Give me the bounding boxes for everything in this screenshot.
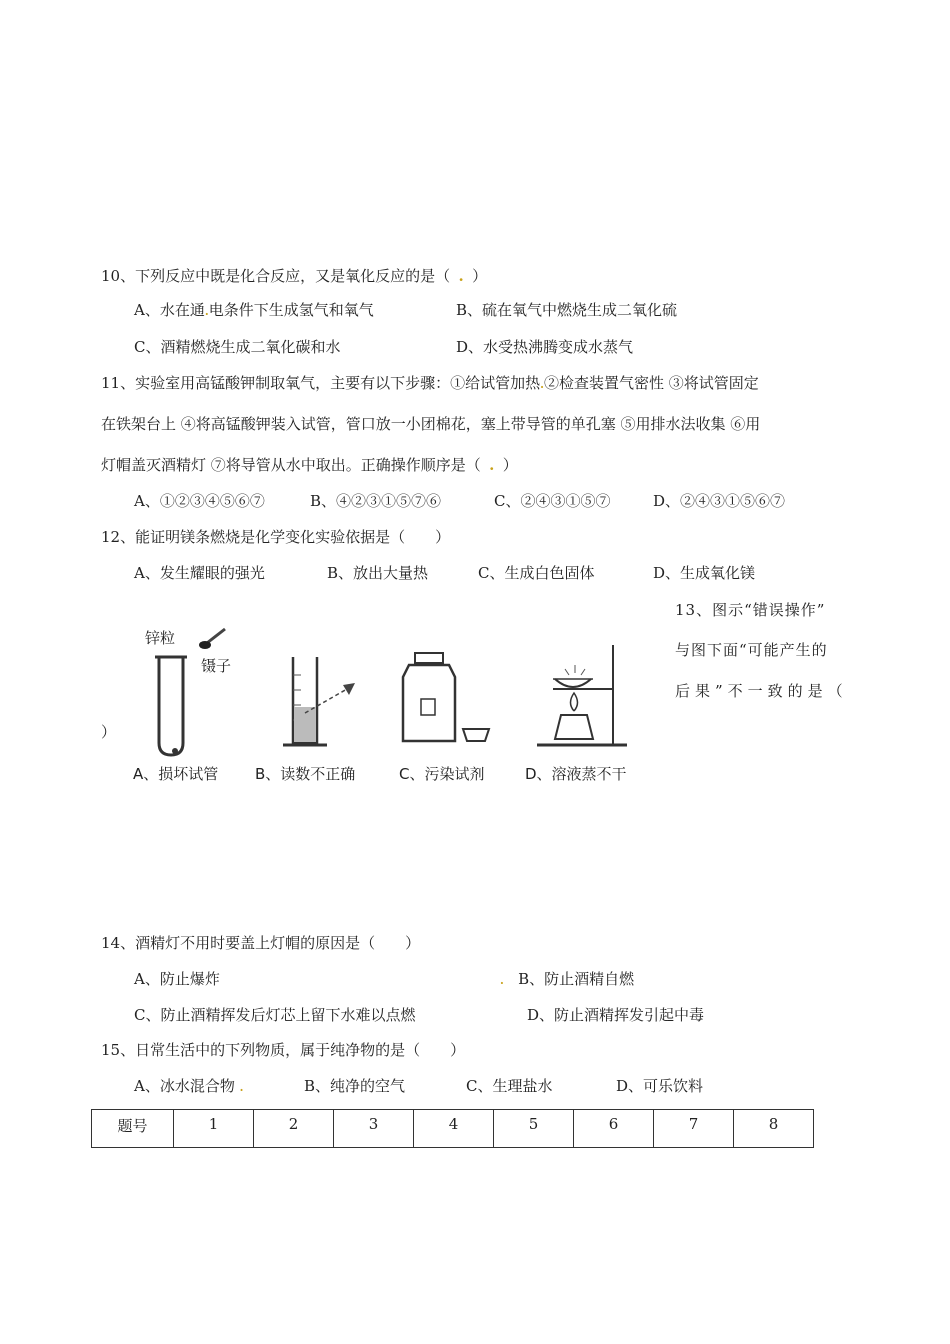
answer-table-col-8: 8 — [734, 1110, 814, 1148]
q11-line-3 — [101, 455, 518, 475]
answer-table-col-6: 6 — [574, 1110, 654, 1148]
figure-label-tweezers: 镊子 — [201, 657, 232, 675]
figure-caption-a: A、损坏试管 — [133, 765, 219, 783]
answer-table-col-3: 3 — [334, 1110, 414, 1148]
q14-option-b — [500, 969, 634, 991]
q11-line-1-pre: 11、实验室用高锰酸钾制取氧气，主要有以下步骤：①给试管加热 — [101, 374, 541, 392]
answer-table-col-4: 4 — [414, 1110, 494, 1148]
q10-stem — [101, 266, 487, 286]
q13-line-1: 13、图示“错误操作” — [675, 601, 826, 619]
q11-line-3-text: 灯帽盖灭酒精灯 ⑦将导管从水中取出。正确操作顺序是（ — [101, 456, 481, 474]
q11-line-1 — [101, 373, 759, 395]
q10-option-a-pre: A、水在通 — [134, 301, 205, 319]
answer-table — [91, 1109, 814, 1148]
mark-dot: . — [239, 1081, 244, 1094]
evaporation-setup-icon — [537, 645, 627, 745]
q15-option-a-text: A、冰水混合物 — [134, 1077, 235, 1095]
q10-stem-end: ） — [472, 267, 488, 285]
q15-stem: 15、日常生活中的下列物质，属于纯净物的是（ ） — [101, 1041, 466, 1059]
q14-stem: 14、酒精灯不用时要盖上灯帽的原因是（ ） — [101, 934, 421, 952]
answer-table-header: 题号 — [92, 1110, 174, 1148]
answer-table-row — [92, 1110, 814, 1148]
q14-option-b-text: B、防止酒精自燃 — [518, 970, 635, 988]
q12-option-c: C、生成白色固体 — [478, 564, 595, 582]
q11-option-b: B、④②③①⑤⑦⑥ — [310, 492, 442, 510]
q12-option-a: A、发生耀眼的强光 — [134, 564, 265, 582]
graduated-cylinder-icon — [283, 657, 327, 745]
q14-option-d: D、防止酒精挥发引起中毒 — [527, 1006, 705, 1024]
q15-option-d: D、可乐饮料 — [616, 1077, 704, 1095]
q10-stem-text: 10、下列反应中既是化合反应，又是氧化反应的是（ — [101, 267, 451, 285]
q15-option-c: C、生理盐水 — [466, 1077, 553, 1095]
q10-option-b: B、硫在氧气中燃烧生成二氧化硫 — [456, 301, 678, 319]
sight-line-arrow-icon — [305, 683, 355, 713]
q11-line-2: 在铁架台上 ④将高锰酸钾装入试管，管口放一小团棉花，塞上带导管的单孔塞 ⑤用排水法收集 ⑥用 — [101, 415, 761, 433]
mark-dot: . — [489, 456, 495, 474]
q14-option-c: C、防止酒精挥发后灯芯上留下水难以点燃 — [134, 1006, 416, 1024]
mark-dot: . — [540, 378, 544, 391]
q13-line-4: ） — [101, 723, 117, 741]
tweezers-icon — [199, 629, 225, 649]
q11-line-1-post: ②检查装置气密性 ③将试管固定 — [543, 374, 759, 392]
q13-line-3: 后果”不一致的是（ — [675, 682, 848, 700]
answer-table-col-5: 5 — [494, 1110, 574, 1148]
answer-table-col-7: 7 — [654, 1110, 734, 1148]
q13-line-2: 与图下面“可能产生的 — [675, 641, 828, 659]
q15-option-a — [134, 1076, 243, 1098]
q10-option-c: C、酒精燃烧生成二氧化碳和水 — [134, 338, 341, 356]
q12-option-d: D、生成氧化镁 — [653, 564, 756, 582]
q13-figure — [125, 615, 645, 795]
figure-label-zinc: 锌粒 — [145, 629, 176, 647]
figure-caption-d: D、溶液蒸不干 — [525, 765, 627, 783]
q15-option-b: B、纯净的空气 — [304, 1077, 406, 1095]
reagent-bottle-icon — [403, 653, 455, 741]
figure-caption-b: B、读数不正确 — [255, 765, 356, 783]
q10-option-a-post: 电条件下生成氢气和氧气 — [208, 301, 374, 319]
q14-option-a: A、防止爆炸 — [134, 970, 220, 988]
q12-option-b: B、放出大量热 — [327, 564, 429, 582]
q11-option-a: A、①②③④⑤⑥⑦ — [134, 492, 265, 510]
figure-caption-c: C、污染试剂 — [399, 765, 485, 783]
test-tube-icon — [155, 657, 187, 755]
q11-option-d: D、②④③①⑤⑥⑦ — [653, 492, 786, 510]
mark-dot: . — [204, 305, 209, 318]
q12-stem: 12、能证明镁条燃烧是化学变化实验依据是（ ） — [101, 528, 451, 546]
answer-table-col-1: 1 — [174, 1110, 254, 1148]
q11-line-3-end: ） — [502, 456, 518, 474]
q11-option-c: C、②④③①⑤⑦ — [494, 492, 611, 510]
mark-dot: . — [458, 267, 464, 285]
q10-option-a — [134, 300, 374, 322]
q10-option-d: D、水受热沸腾变成水蒸气 — [456, 338, 634, 356]
answer-table-col-2: 2 — [254, 1110, 334, 1148]
bottle-stopper-icon — [463, 729, 489, 741]
mark-dot: . — [500, 974, 504, 987]
